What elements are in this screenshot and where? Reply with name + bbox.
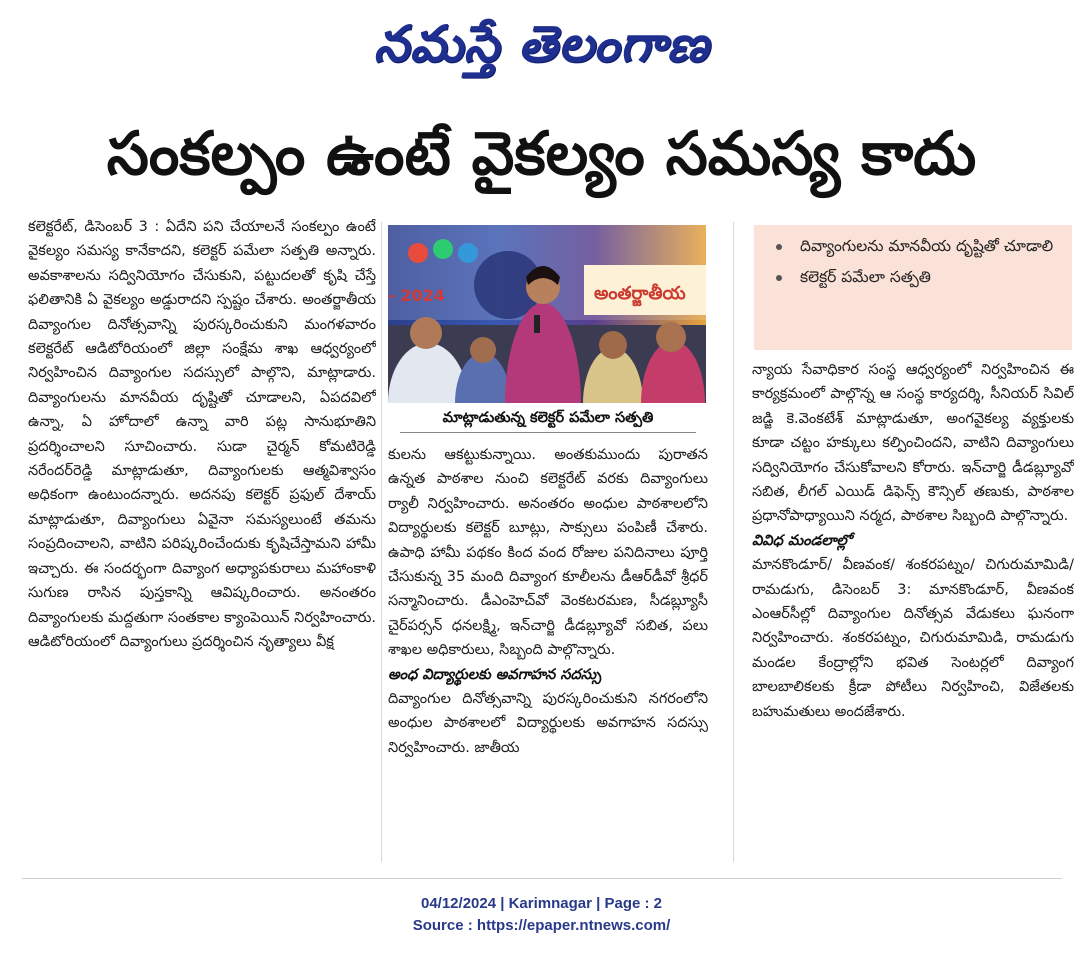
highlight-box bbox=[754, 225, 1072, 350]
column-divider bbox=[733, 222, 734, 862]
bullet-icon bbox=[776, 244, 782, 250]
footer-divider bbox=[22, 878, 1062, 879]
bullet-icon bbox=[776, 275, 782, 281]
article-paragraph: కలెక్టరేట్, డిసెంబర్ 3 : ఏదేని పని చేయాలనే సంకల్పం ఉంటే వైకల్యం సమస్య కానేకాదని, కలెక్టర్ పమేలా సత్పతి అన్నారు. అవకాశాలను సద్వినియోగం చేసుకుని, పట్టుదలతో కృషి చేస్తే ఫలితానికి ఏ వైకల్యం అడ్డురాదని స్పష్టం చేశారు. అంతర్జాతీయ దివ్యాంగుల దినోత్సవాన్ని పురస్కరించుకుని మంగళవారం కలెక్టరేట్ ఆడిటోరియంలో జిల్లా సంక్షేమ శాఖ ఆధ్వర్యంలో నిర్వహించిన దివ్యాంగుల సదస్సులో పాల్గొని, మాట్లాడారు. దివ్యాంగులను మానవీయ దృష్టితో చూడాలని, ఏపదవిలో ఉన్నా, ఏ హోదాలో ఉన్నా వారి పట్ల సానుభూతిని ప్రదర్శించాలని సూచించారు. సుడా చైర్మన్ కోమటిరెడ్డి నరేందర్‌రెడ్డి మాట్లాడుతూ, దివ్యాంగులకు ఆత్మవిశ్వాసం అధికంగా ఉంటుందన్నారు. అదనపు కలెక్టర్ ప్రఫుల్ దేశాయ్ మాట్లాడుతూ, దివ్యాంగులు ఏవైనా సమస్యలుంటే తమను సంప్రదించాలని, వాటిని పరిష్కరించేందుకు కృషిచేస్తామని హామీ ఇచ్చారు. ఈ సందర్భంగా దివ్యాంగ అధ్యాపకురాలు మహాంకాళి సుగుణ రాసిన పుస్తకాన్ని ఆవిష్కరించారు. అనంతరం దివ్యాంగులకు మద్దతుగా సంతకాల క్యాంపెయిన్ నిర్వహించారు. ఆడిటోరియంలో దివ్యాంగులు ప్రదర్శించిన నృత్యాలు వీక్ష bbox=[28, 219, 376, 650]
footer bbox=[0, 893, 1083, 937]
banner-year-text: - 2024 bbox=[388, 286, 445, 305]
collector-speaking-photo bbox=[388, 225, 706, 403]
section-subheading: వివిధ మండలాల్లో bbox=[752, 532, 852, 549]
banner-text: అంతర్జాతీయ bbox=[594, 283, 686, 304]
article-column-left bbox=[28, 215, 376, 865]
newspaper-logo-title: నమస్తే తెలంగాణ bbox=[373, 14, 710, 73]
article-paragraph: న్యాయ సేవాధికార సంస్థ ఆధ్వర్యంలో నిర్వహించిన ఈ కార్యక్రమంలో పాల్గొన్న ఆ సంస్థ కార్యదర్శి, సీనియర్ సివిల్ జడ్జి కె.వెంకటేశ్ మాట్లాడుతూ, అంగవైకల్య వ్యక్తులకు కూడా చట్టం హక్కులు కల్పించిందని, వాటిని దివ్యాంగులు సద్వినియోగం చేసుకోవాలని కోరారు. ఇన్‌చార్జి డీడబ్ల్యూవో సబిత, లీగల్ ఎయిడ్ డిఫెన్స్ కౌన్సిల్ తణుకు, పాఠశాల ప్రధానోపాధ్యాయిని నర్మద, పాఠశాల సిబ్బంది పాల్గొన్నారు. bbox=[752, 362, 1074, 525]
article-column-middle bbox=[388, 443, 708, 865]
highlight-item bbox=[766, 233, 1060, 260]
photo-caption: మాట్లాడుతున్న కలెక్టర్ పమేలా సత్పతి bbox=[400, 404, 696, 433]
source-link[interactable]: Source : https://epaper.ntnews.com/ bbox=[412, 917, 671, 934]
article-headline: సంకల్పం ఉంటే వైకల్యం సమస్య కాదు bbox=[106, 119, 977, 189]
highlight-text: దివ్యాంగులను మానవీయ దృష్టితో చూడాలి bbox=[800, 237, 1054, 255]
article-photo bbox=[388, 225, 706, 403]
article-paragraph: మానకొండూర్/ వీణవంక/ శంకరపట్నం/ చిగురుమామిడి/ రామడుగు, డిసెంబర్ 3: మానకొండూర్, వీణవంక ఎంఆర్‌సీల్లో దివ్యాంగుల దినోత్సవ వేడుకలు ఘనంగా నిర్వహించారు. శంకరపట్నం, చిగురుమామిడి, రామడుగు మండల కేంద్రాల్లోని భవిత సెంటర్లలో దివ్యాంగ బాలబాలికలకు క్రీడా పోటీలు నిర్వహించి, విజేతలకు బహుమతులు అందజేశారు. bbox=[752, 557, 1074, 720]
highlight-item bbox=[766, 264, 1060, 291]
article-paragraph: దివ్యాంగుల దినోత్సవాన్ని పురస్కరించుకుని నగరంలోని అంధుల పాఠశాలలో విద్యార్థులకు అవగాహన సదస్సు నిర్వహించారు. జాతీయ bbox=[388, 691, 708, 756]
masthead bbox=[0, 6, 1083, 86]
edition-info: 04/12/2024 | Karimnagar | Page : 2 bbox=[420, 895, 663, 912]
article-paragraph: కులను ఆకట్టుకున్నాయి. అంతకుముందు పురాతన ఉన్నత పాఠశాల నుంచి కలెక్టరేట్ వరకు దివ్యాంగులు ర్యాలీ నిర్వహించారు. అనంతరం అంధుల పాఠశాలలోని విద్యార్థులకు కలెక్టర్ బూట్లు, సాక్సులు పంపిణీ చేశారు. ఉపాధి హామీ పథకం కింద వంద రోజుల పనిదినాలు పూర్తి చేసుకున్న 35 మంది దివ్యాంగ కూలీలను డీఆర్‌డీవో శ్రీధర్ సన్మానించారు. డీఎంహెచ్‌వో వెంకటరమణ, సీడబ్ల్యూసీ చైర్‌పర్సన్ ధనలక్ష్మి, ఇన్‌చార్జి డీడబ్ల్యూవో సబిత, పలు శాఖల అధికారులు, సిబ్బంది పాల్గొన్నారు. bbox=[388, 447, 708, 659]
highlight-text: కలెక్టర్ పమేలా సత్పతి bbox=[800, 268, 931, 286]
section-subheading: అంధ విద్యార్థులకు అవగాహన సదస్సు bbox=[388, 666, 602, 683]
article-column-right bbox=[752, 358, 1074, 865]
column-divider bbox=[381, 222, 382, 862]
